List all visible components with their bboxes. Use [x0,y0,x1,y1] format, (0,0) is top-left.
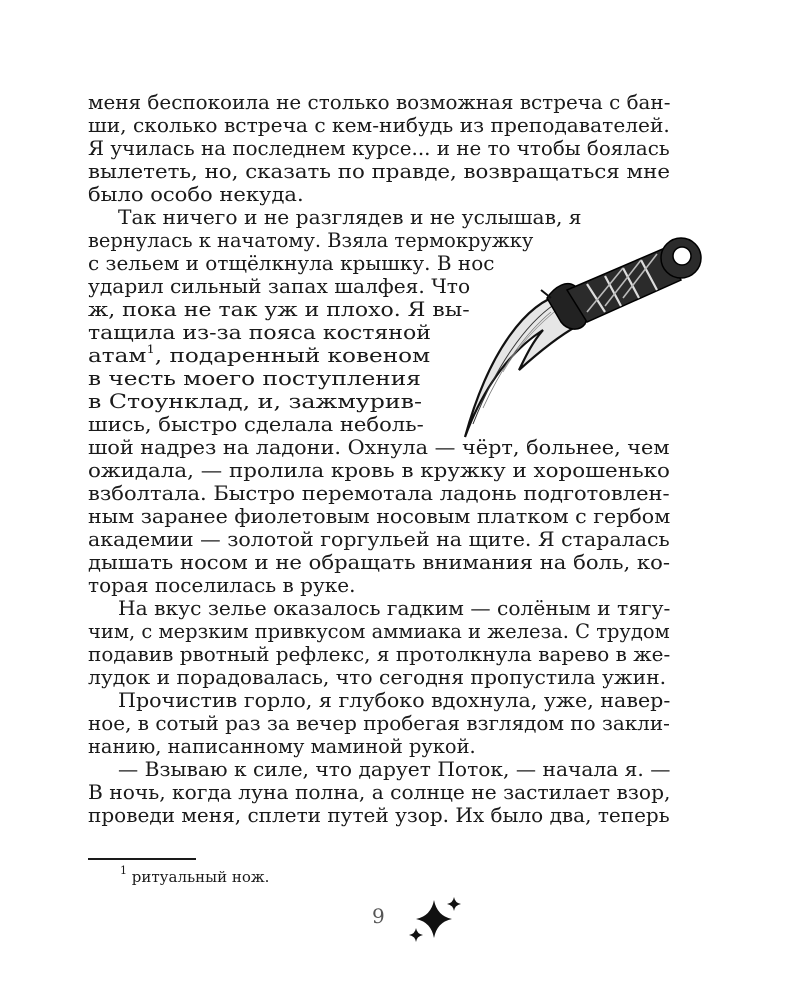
text-line: меня беспокоила не столько возможная встреча с бан- [88,91,671,114]
text-line: ж, пока не так уж и плохо. Я вы- [88,298,470,321]
text-line: в честь моего поступления [88,367,421,390]
footnote [120,864,270,886]
knife-illustration [455,232,705,442]
text-line: торая поселилась в руке. [88,574,356,597]
text-line: нанию, написанному маминой рукой. [88,735,476,758]
sparkle-stars-icon [404,896,470,946]
text-line: — Взываю к силе, что дарует Поток, — начала я. — [118,758,671,781]
text-line: ным заранее фиолетовым носовым платком с гербом [88,505,671,528]
text-line: тащила из-за пояса костяной [88,321,431,344]
text-line: чим, с мерзким привкусом аммиака и железа. С трудом [88,620,670,643]
text-line: вернулась к начатому. Взяла термокружку [88,229,534,252]
text-line: ши, сколько встреча с кем-нибудь из преподавателей. [88,114,670,137]
text-line: шой надрез на ладони. Охнула — чёрт, больнее, чем [88,436,670,459]
text-line: атам$^1$, подаренный ковеном [88,342,431,367]
text-line: Я училась на последнем курсе... и не то чтобы боялась [88,137,670,160]
text-line: ное, в сотый раз за вечер пробегая взглядом по закли- [88,712,670,735]
text-line: шись, быстро сделала неболь- [88,413,424,436]
text-line: с зельем и отщёлкнула крышку. В нос [88,252,495,275]
text-line: В ночь, когда луна полна, а солнце не застилает взор, [88,781,671,804]
atam-word: атам [88,344,147,367]
text-line: взболтала. Быстро перемотала ладонь подготовлен- [88,482,670,505]
text-line: Прочистив горло, я глубоко вдохнула, уже, навер- [118,689,671,712]
footnote-number: 1 [120,864,127,877]
text-line: в Стоунклад, и, зажмурив- [88,390,422,413]
text-line: академии — золотой горгульей на щите. Я старалась [88,528,670,551]
text-line: дышать носом и не обращать внимания на боль, ко- [88,551,671,574]
text-fragment: подаренный ковеном [169,344,431,367]
text-line: ударил сильный запах шалфея. Что [88,275,471,298]
page-number: 9 [372,904,385,928]
text-line: было особо некуда. [88,183,304,206]
text-line: проведи меня, сплети путей узор. Их было два, теперь [88,804,670,827]
footnote-marker: 1 [146,342,155,356]
text-line: вылететь, но, сказать по правде, возвращаться мне [88,160,670,183]
knife-ring [661,238,701,278]
footnote-text: ритуальный нож. [131,868,270,886]
text-line: подавив рвотный рефлекс, я протолкнула варево в же- [88,643,671,666]
footnote-rule [88,858,196,860]
text-line: Так ничего и не разглядев и не услышав, я [118,206,582,229]
text-line: ожидала, — пролила кровь в кружку и хорошенько [88,459,670,482]
text-line: На вкус зелье оказалось гадким — солёным и тягу- [118,597,671,620]
text-line: лудок и порадовалась, что сегодня пропустила ужин. [88,666,667,689]
